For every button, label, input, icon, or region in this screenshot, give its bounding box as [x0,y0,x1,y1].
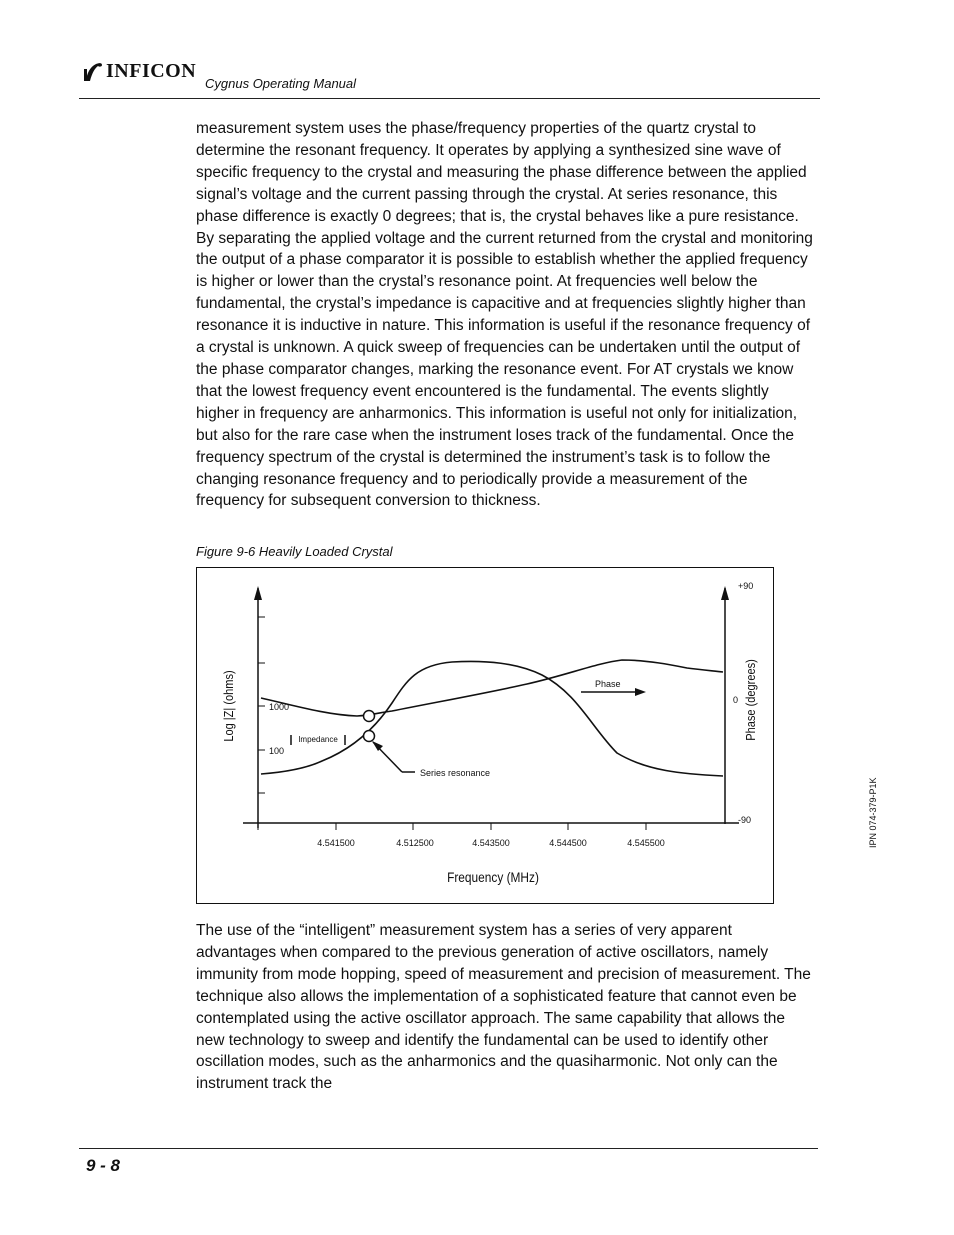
right-axis-title: Phase (degrees) [743,659,759,741]
left-tick-label-1000: 1000 [269,702,290,712]
left-axis-arrow-icon [254,586,262,600]
figure-heavily-loaded-crystal [196,567,774,904]
body-paragraph-1: measurement system uses the phase/frequency properties of the quartz crystal to determine the resonant frequency. It operates by applying a synthesized sine wave of specific frequency to the crystal and measuring the phase difference between the applied signal’s voltage and the current passing through the crystal. At series resonance, this phase difference is exactly 0 degrees; that is, the crystal behaves like a pure resistance. By separating the applied voltage and the current returned from the crystal and monitoring the output of a phase comparator it is possible to establish whether the applied frequency is higher or lower than the crystal’s resonance point. At frequencies well below the fundamental, the crystal’s impedance is capacitive and at frequencies slightly higher than resonance it is inductive in nature. This information is useful if the resonance frequency of a crystal is unknown. A quick sweep of frequencies can be undertaken until the output of the phase comparator changes, marking the resonance event. For AT crystals we know that the lowest frequency event encountered is the fundamental. The events slightly higher in frequency are anharmonics. This information is useful not only for initialization, but also for the rare case when the instrument loses track of the fundamental. Once the frequency spectrum of the crystal is determined the instrument’s task is to follow the changing resonance frequency and to periodically provide a measurement of the frequency for subsequent conversion to thickness. [196,120,813,510]
inficon-logo-mark-icon [82,61,104,83]
left-axis-title: Log |Z| (ohms) [221,670,237,742]
phase-arrow-icon [635,688,646,696]
header-divider [79,98,820,99]
left-tick-label-100: 100 [269,746,285,756]
footer-divider [79,1148,818,1149]
right-tick-label-plus90: +90 [738,581,754,591]
document-part-number: IPN 074-379-P1K [868,777,878,848]
x-tick-label: 4.545500 [627,838,665,848]
phase-curve [261,661,723,776]
x-tick-label: 4.512500 [396,838,434,848]
impedance-curve [261,660,723,716]
resonance-marker-phase [364,731,375,742]
right-tick-label-0: 0 [733,695,739,705]
x-tick-label: 4.544500 [549,838,587,848]
series-resonance-label: Series resonance [420,768,491,778]
crystal-chart [197,568,775,905]
brand-name: INFICON [106,60,197,82]
resonance-marker-impedance [364,711,375,722]
series-resonance-arrow-icon [372,741,383,751]
right-tick-label-minus90: -90 [738,815,752,825]
x-axis-title: Frequency (MHz) [447,869,539,886]
phase-label: Phase [595,679,621,689]
figure-caption: Figure 9-6 Heavily Loaded Crystal [196,544,393,559]
x-tick-label: 4.541500 [317,838,355,848]
body-paragraph-2: The use of the “intelligent” measurement system has a series of very apparent advantages when compared to the previous generation of active oscillators, namely immunity from mode hopping, speed of measurement and precision of measurement. The technique also allows the implementation of a sophisticated feature that cannot even be contemplated using the active oscillator approach. The same capability that allows the new technology to sweep and identify the fundamental can be used to identify other oscillation modes, such as the anharmonics and the quasiharmonic. Not only can the instrument track the [196,922,811,1093]
inficon-logo [82,60,196,83]
manual-title: Cygnus Operating Manual [205,76,357,91]
right-axis-arrow-icon [721,586,729,600]
impedance-label: Impedance [298,735,338,744]
x-tick-label: 4.543500 [472,838,510,848]
page-number: 9 - 8 [86,1156,121,1175]
